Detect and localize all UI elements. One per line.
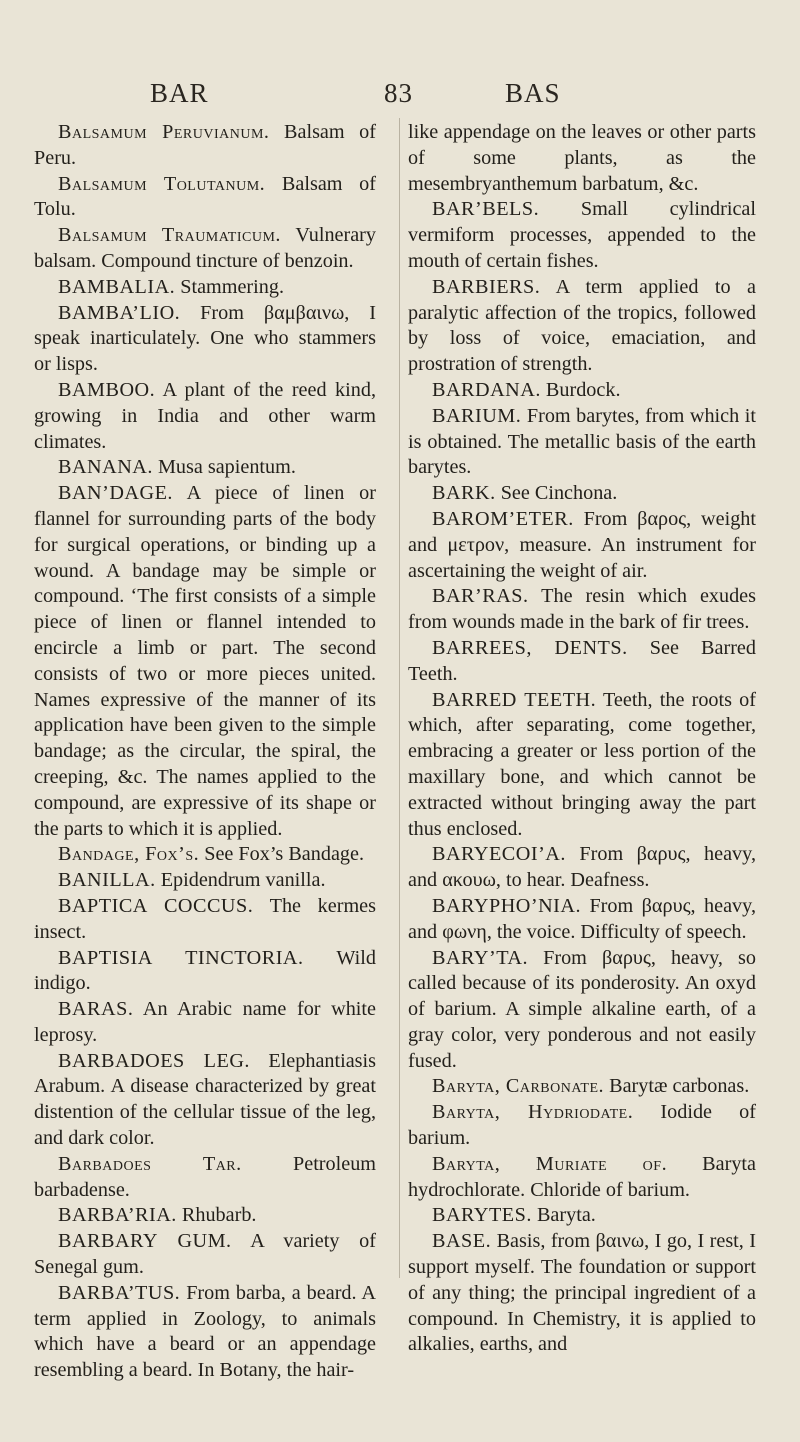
entry-headword: Barbadoes Tar. xyxy=(58,1152,242,1175)
entry-definition: Musa sapientum. xyxy=(152,456,296,479)
entry-headword: BARAS. xyxy=(58,998,134,1021)
dictionary-entry xyxy=(34,1229,376,1281)
dictionary-entry xyxy=(34,481,376,842)
column-divider xyxy=(399,118,400,1278)
entry-headword: BAPTICA COCCUS. xyxy=(58,894,254,917)
entry-definition: Vulnerary balsam. Compound tincture of benzoin. xyxy=(34,224,376,272)
entry-headword: BAROM’ETER. xyxy=(432,507,574,530)
entry-definition: A variety of Senegal gum. xyxy=(34,1230,376,1279)
entry-definition: Epidendrum vanilla. xyxy=(155,869,326,892)
entry-headword: Baryta, Hydriodate. xyxy=(432,1101,634,1124)
dictionary-entry xyxy=(34,120,376,172)
entry-headword: BARRED TEETH. xyxy=(432,688,597,711)
entry-definition: See Fox’s Bandage. xyxy=(199,843,365,866)
right-column xyxy=(408,120,756,1358)
dictionary-entry xyxy=(408,894,756,946)
dictionary-entry xyxy=(408,481,756,507)
entry-definition: The resin which exudes from wounds made in the bark of fir trees. xyxy=(408,585,756,634)
entry-headword: BARIUM. xyxy=(432,404,522,427)
dictionary-entry xyxy=(408,1152,756,1204)
entry-definition: Balsam of Peru. xyxy=(34,121,376,169)
entry-definition: From βαρυς, heavy, and ακουω, to hear. Deafness. xyxy=(408,843,756,892)
dictionary-entry xyxy=(408,842,756,894)
entry-headword: BAR’BELS. xyxy=(432,198,540,221)
entry-definition: Elephantiasis Arabum. A disease characterized by great distention of the cellular tissue of the leg, and dark color. xyxy=(34,1049,377,1150)
dictionary-entry xyxy=(408,636,756,688)
entry-headword: Balsamum Traumaticum. xyxy=(58,224,281,247)
entry-definition: From barytes, from which it is obtained. The metallic basis of the earth barytes. xyxy=(408,404,756,479)
entry-definition: Basis, from βαινω, I go, I rest, I support myself. The foundation or support of any thing; the principal ingredient of a compound. In Chemistry, it is applied to alkalies, earths, and xyxy=(408,1230,756,1356)
dictionary-entry xyxy=(34,1049,376,1152)
entry-headword: BAPTISIA TINCTORIA. xyxy=(58,946,304,969)
entry-definition: Barytæ carbonas. xyxy=(604,1075,750,1098)
dictionary-entry xyxy=(408,688,756,843)
dictionary-entry xyxy=(34,378,376,455)
dictionary-entry xyxy=(408,197,756,274)
entry-headword: BAR’RAS. xyxy=(432,585,529,608)
entry-headword: BARYTES. xyxy=(432,1204,532,1227)
entry-headword: BARK. xyxy=(432,482,496,505)
entry-definition: Baryta. xyxy=(531,1204,596,1227)
entry-headword: BARDANA. xyxy=(432,378,541,401)
dictionary-entry xyxy=(408,584,756,636)
dictionary-entry xyxy=(34,275,376,301)
entry-definition: Rhubarb. xyxy=(176,1204,257,1227)
entry-definition: From βαρυς, heavy, so called because of its ponderosity. An oxyd of barium. A simple alkaline earth, of a gray color, very ponderous and not easily fused. xyxy=(408,946,756,1072)
entry-headword: BAMBALIA. xyxy=(58,275,176,298)
entry-definition: The kermes insect. xyxy=(34,894,376,943)
entry-definition: From βαμβαινω, I speak inarticulately. One who stammers or lisps. xyxy=(34,301,376,376)
entry-headword: Balsamum Peruvianum. xyxy=(58,121,270,143)
dictionary-entry xyxy=(408,946,756,1075)
dictionary-entry xyxy=(34,1152,376,1204)
entry-headword: Baryta, Muriate of. xyxy=(432,1152,668,1175)
dictionary-entry xyxy=(408,404,756,481)
entry-headword: BARBARY GUM. xyxy=(58,1230,232,1253)
running-head-left: BAR xyxy=(150,78,209,108)
left-column xyxy=(34,120,376,1384)
entry-definition: See Cinchona. xyxy=(495,482,618,505)
entry-definition: Balsam of Tolu. xyxy=(34,172,376,221)
entry-headword: Bandage, Fox’s. xyxy=(58,843,200,866)
dictionary-entry xyxy=(34,842,376,868)
entry-headword: BARYPHO’NIA. xyxy=(432,894,582,917)
entry-definition: An Arabic name for white leprosy. xyxy=(34,998,376,1046)
dictionary-entry xyxy=(408,1229,756,1358)
entry-definition: A piece of linen or flannel for surrounding parts of the body for surgical operations, or binding up a wound. A bandage may be simple or compound. ‘The first consists of a simple piece of linen or flannel intended to encircle a limb or part. The second consists of two or more pieces united. Names expressive of the manner of its application have been given to the simple bandage; as the circular, the spiral, the creeping, &c. The names applied to the compound, are expressive of its shape or the parts to which it is applied. xyxy=(34,482,376,840)
dictionary-entry xyxy=(34,301,376,378)
dictionary-entry xyxy=(34,946,376,998)
entry-definition: Small cylindrical vermiform processes, appended to the mouth of certain fishes. xyxy=(408,198,756,272)
entry-headword: BARBA’RIA. xyxy=(58,1204,177,1227)
entry-definition: A plant of the reed kind, growing in India and other warm climates. xyxy=(34,378,376,453)
entry-definition: From βαρυς, heavy, and φωνη, the voice. Difficulty of speech. xyxy=(408,894,756,943)
entry-definition: A term applied to a paralytic affection of the tropics, followed by loss of voice, emaciation, and prostration of strength. xyxy=(408,275,756,376)
dictionary-entry xyxy=(408,120,756,197)
entry-definition: Wild indigo. xyxy=(34,946,376,995)
dictionary-entry xyxy=(408,507,756,584)
dictionary-entry xyxy=(34,1281,376,1384)
entry-headword: BARBIERS. xyxy=(432,275,541,298)
entry-headword: BARREES, DENTS. xyxy=(432,636,628,659)
entry-definition: Stammering. xyxy=(175,275,284,298)
entry-definition: Petroleum barbadense. xyxy=(34,1152,376,1201)
entry-definition: Baryta hydrochlorate. Chloride of barium. xyxy=(408,1152,756,1201)
entry-definition: like appendage on the leaves or other parts of some plants, as the mesembryanthemum barbatum, &c. xyxy=(408,121,756,195)
dictionary-entry xyxy=(34,223,376,275)
entry-headword: Balsamum Tolutanum. xyxy=(58,172,266,195)
entry-headword: BARY’TA. xyxy=(432,946,529,969)
entry-headword: BARYECOI’A. xyxy=(432,843,566,866)
entry-definition: Teeth, the roots of which, after separating, come together, embracing a greater or less portion of the maxillary bone, and which cannot be extracted without bringing away the part thus enclosed. xyxy=(408,688,756,840)
dictionary-entry xyxy=(34,894,376,946)
entry-headword: BASE. xyxy=(432,1230,492,1253)
entry-headword: Baryta, Carbonate. xyxy=(432,1075,605,1098)
entry-headword: BAMBA’LIO. xyxy=(58,301,181,324)
running-head-right: BAS xyxy=(505,78,561,108)
entry-definition: From barba, a beard. A term applied in Zoology, to animals which have a beard or an appendage resembling a beard. In Botany, the hair- xyxy=(34,1281,376,1382)
dictionary-entry xyxy=(34,455,376,481)
entry-headword: BANANA. xyxy=(58,456,153,479)
dictionary-entry xyxy=(34,1203,376,1229)
dictionary-entry xyxy=(408,1074,756,1100)
entry-definition: From βαρος, weight and μετρον, measure. An instrument for ascertaining the weight of air. xyxy=(408,507,756,582)
dictionary-entry xyxy=(408,378,756,404)
dictionary-entry xyxy=(408,1100,756,1152)
entry-definition: Iodide of barium. xyxy=(408,1101,756,1150)
entry-headword: BARBA’TUS. xyxy=(58,1281,181,1304)
dictionary-entry xyxy=(34,172,376,224)
dictionary-entry xyxy=(408,1203,756,1229)
entry-definition: See Barred Teeth. xyxy=(408,636,756,685)
entry-definition: Burdock. xyxy=(540,378,621,401)
page-number: 83 xyxy=(384,78,413,108)
entry-headword: BAN’DAGE. xyxy=(58,482,173,505)
entry-headword: BANILLA. xyxy=(58,869,156,892)
dictionary-entry xyxy=(34,868,376,894)
entry-headword: BAMBOO. xyxy=(58,378,156,401)
dictionary-entry xyxy=(408,275,756,378)
entry-headword: BARBADOES LEG. xyxy=(58,1049,250,1072)
dictionary-entry xyxy=(34,997,376,1049)
